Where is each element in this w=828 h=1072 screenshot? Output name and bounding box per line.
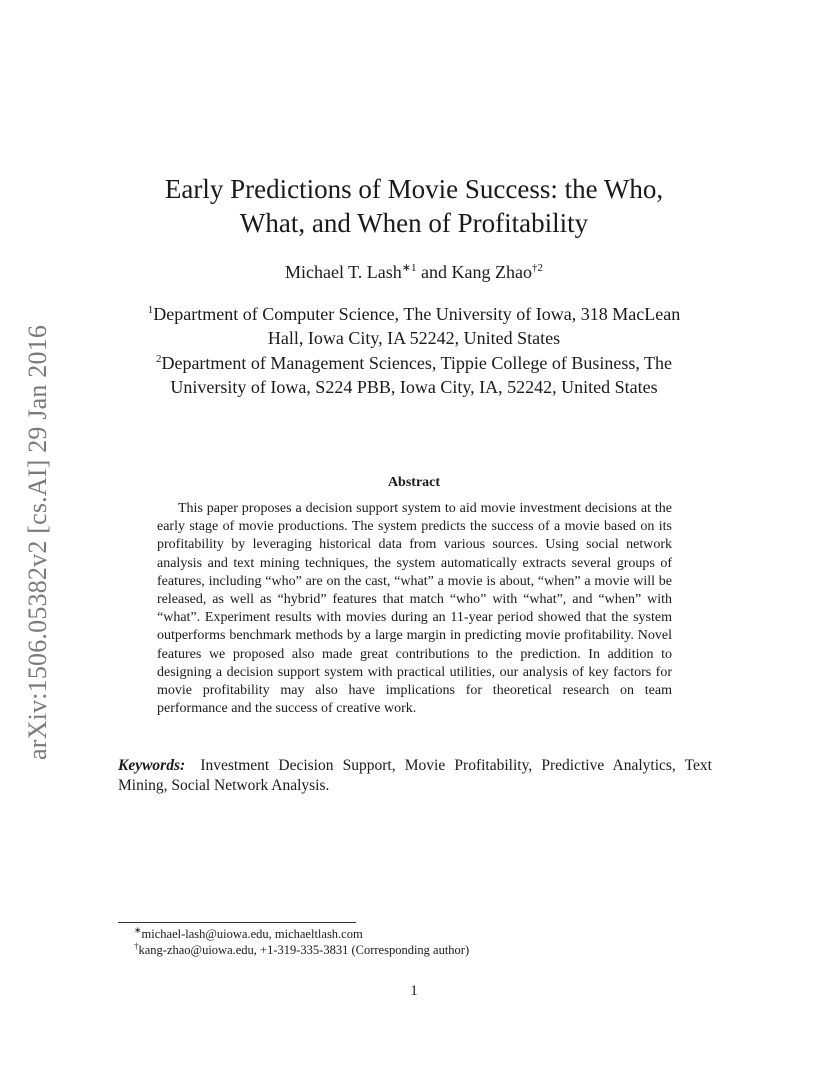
footnote-divider	[118, 922, 356, 923]
affiliation-2-mark: 2	[155, 353, 162, 365]
affiliation-1-line-1: Department of Computer Science, The University of Iowa, 318 MacLean	[153, 304, 681, 324]
keywords-label: Keywords:	[118, 757, 186, 774]
author-name-1: Michael T. Lash	[284, 262, 402, 282]
affiliation-1-mark: 1	[147, 304, 154, 316]
author-1-marks: ∗1	[401, 262, 417, 274]
footnote-2	[134, 942, 694, 958]
arxiv-identifier-stamp: arXiv:1506.05382v2 [cs.AI] 29 Jan 2016	[23, 324, 52, 760]
abstract-body: This paper proposes a decision support system to aid movie investment decisions at the early stage of movie productions. The system predicts the success of a movie based on its profitability by leveraging historical data from various sources. Using social network analysis and text mining techniques, the system automatically extracts several groups of features, including “who” are on the cast, “what” a movie is about, “when” a movie will be released, as well as “hybrid” features that match “who” with “what”, and “when” with “what”. Experiment results with movies during an 11-year period showed that the system outperforms benchmark methods by a large margin in predicting movie profitability. Novel features we proposed also made great contributions to the prediction. In addition to designing a decision support system with practical utilities, our analysis of key factors for movie profitability may also have implications for theoretical research on team performance and the success of creative work.	[157, 501, 672, 717]
paper-title	[100, 172, 728, 240]
author-name-2: Kang Zhao	[451, 262, 532, 282]
abstract-heading: Abstract	[387, 475, 441, 490]
footnote-2-text: kang-zhao@uiowa.edu, +1-319-335-3831 (Corresponding author)	[138, 943, 470, 957]
author-connector: and	[416, 262, 452, 282]
keywords-text: Investment Decision Support, Movie Profitability, Predictive Analytics, Text Mining, Social Network Analysis.	[118, 757, 712, 794]
affiliation-2-line-2: University of Iowa, S224 PBB, Iowa City, IA, 52242, United States	[170, 377, 658, 397]
author-2-marks: †2	[532, 262, 543, 274]
title-line-1: Early Predictions of Movie Success: the Who,	[164, 174, 664, 204]
keywords-section	[118, 756, 712, 796]
footnote-1-text: michael-lash@uiowa.edu, michaeltlash.com	[141, 927, 363, 941]
affiliation-1	[100, 302, 728, 350]
affiliation-2	[100, 351, 728, 399]
page-number: 1	[410, 983, 418, 999]
footnote-1	[134, 926, 694, 942]
title-line-2: What, and When of Profitability	[239, 208, 589, 238]
author-list	[100, 260, 728, 284]
footnote-2-mark: †	[134, 940, 139, 951]
affiliation-1-line-2: Hall, Iowa City, IA 52242, United States	[267, 328, 561, 348]
affiliation-2-line-1: Department of Management Sciences, Tippie College of Business, The	[161, 353, 673, 373]
footnote-1-mark: ∗	[134, 924, 142, 935]
